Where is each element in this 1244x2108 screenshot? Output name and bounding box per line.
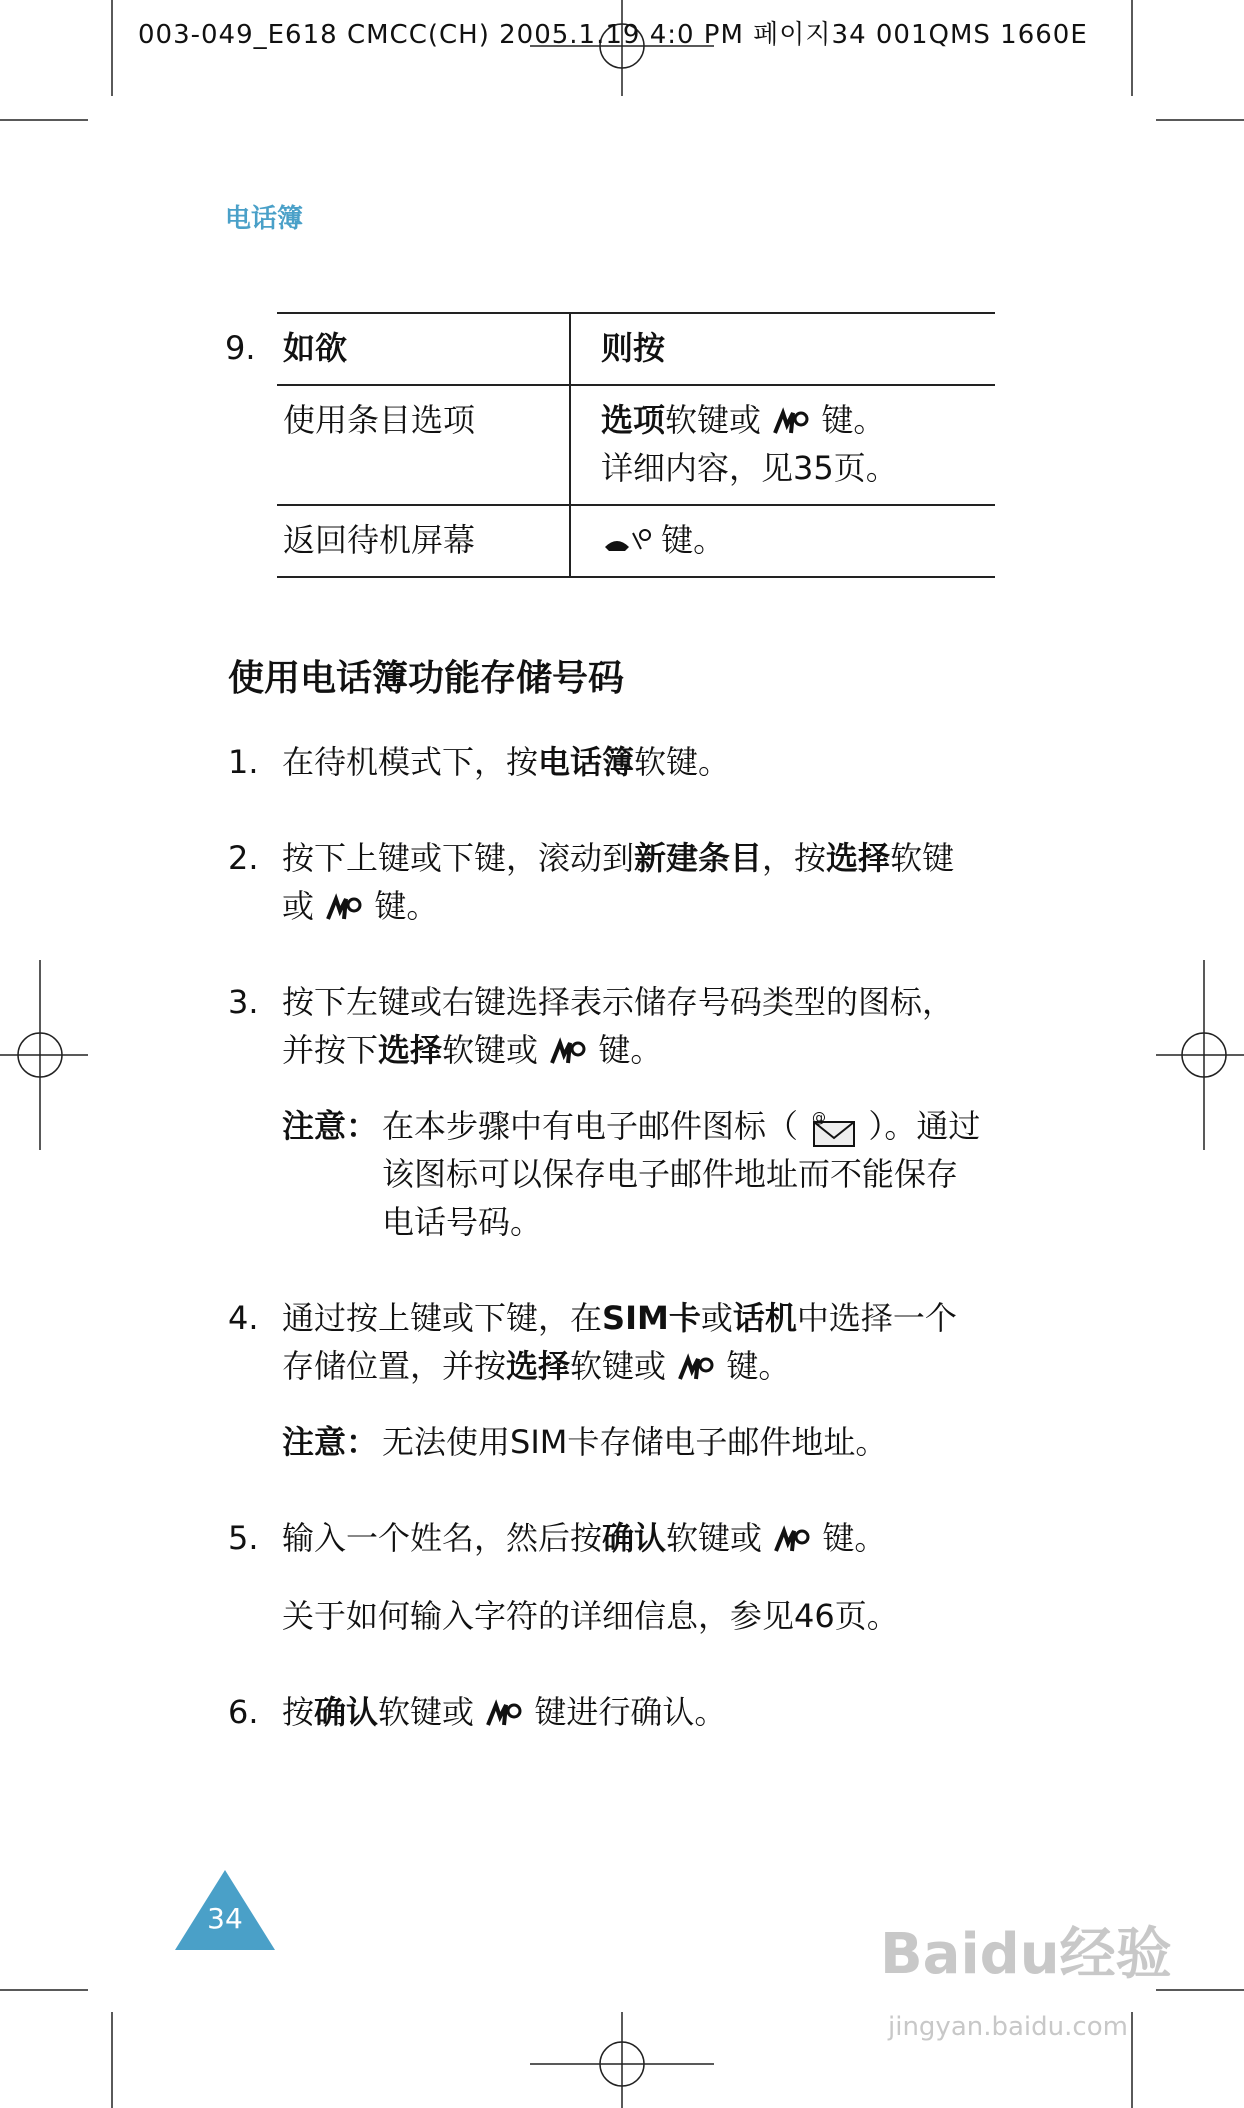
section-label: 电话簿 — [225, 204, 304, 234]
section-heading: 使用电话簿功能存储号码 — [228, 658, 625, 699]
table-cell-press — [571, 386, 995, 504]
end-power-key-icon — [601, 527, 651, 557]
cell-text: 键。 — [661, 521, 726, 559]
page-number: 34 — [207, 1902, 243, 1935]
print-header: 003-049_E618 CMCC(CH) 2005.1.19 4:0 PM 페이지34 001QMS 1660E — [138, 20, 1088, 50]
step-number: 1. — [228, 743, 259, 781]
step-number: 2. — [228, 839, 259, 877]
table-row — [277, 506, 995, 578]
note-label: 注意： — [282, 1423, 379, 1461]
table-header-press: 则按 — [601, 329, 666, 367]
table-row — [277, 386, 995, 506]
softkey-name: 选项 — [601, 401, 666, 439]
table-cell-action: 返回待机屏幕 — [277, 506, 571, 576]
table-row-number: 9. — [225, 329, 256, 367]
email-icon — [808, 1108, 858, 1148]
ok-key-icon — [772, 1525, 812, 1555]
cell-text: 详细内容，见35页。 — [601, 449, 898, 487]
watermark-url: jingyan.baidu.com — [888, 2012, 1128, 2042]
step-text: 在待机模式下，按电话簿软键。 — [282, 743, 731, 781]
cell-text: 软键或 — [665, 401, 762, 439]
step-text: 按下上键或下键，滚动到新建条目，按选择软键 或 键。 — [282, 839, 955, 925]
step-text: 通过按上键或下键，在SIM卡或话机中选择一个 存储位置，并按选择软键或 键。 — [282, 1299, 957, 1385]
ok-key-icon — [324, 893, 364, 923]
table-header-action: 如欲 — [277, 314, 571, 384]
key-table — [277, 312, 995, 578]
table-cell-press — [571, 506, 995, 576]
table-cell-action: 使用条目选项 — [277, 386, 571, 504]
step-text: 输入一个姓名，然后按确认软键或 键。 — [282, 1519, 887, 1557]
ok-key-icon — [484, 1699, 524, 1729]
step-number: 5. — [228, 1519, 259, 1557]
table-header-row — [277, 312, 995, 386]
step-number: 6. — [228, 1693, 259, 1731]
note-label: 注意： — [282, 1107, 379, 1145]
note-text: 无法使用SIM卡存储电子邮件地址。 — [382, 1423, 888, 1461]
step-text: 按下左键或右键选择表示储存号码类型的图标， 并按下选择软键或 键。 — [282, 983, 955, 1069]
ok-key-icon — [548, 1037, 588, 1067]
svg-text:@: @ — [812, 1110, 827, 1126]
step-number: 4. — [228, 1299, 259, 1337]
watermark-logo: Baidu经验 — [880, 1922, 1172, 1987]
step-text: 按确认软键或 键进行确认。 — [282, 1693, 727, 1731]
ok-key-icon — [676, 1353, 716, 1383]
step-number: 3. — [228, 983, 259, 1021]
ok-key-icon — [771, 407, 811, 437]
cell-text: 键。 — [821, 401, 886, 439]
note-text: 在本步骤中有电子邮件图标（ @ ）。通过 该图标可以保存电子邮件地址而不能保存 电话号码。 — [382, 1107, 981, 1241]
step-subtext: 关于如何输入字符的详细信息，参见46页。 — [282, 1597, 899, 1635]
